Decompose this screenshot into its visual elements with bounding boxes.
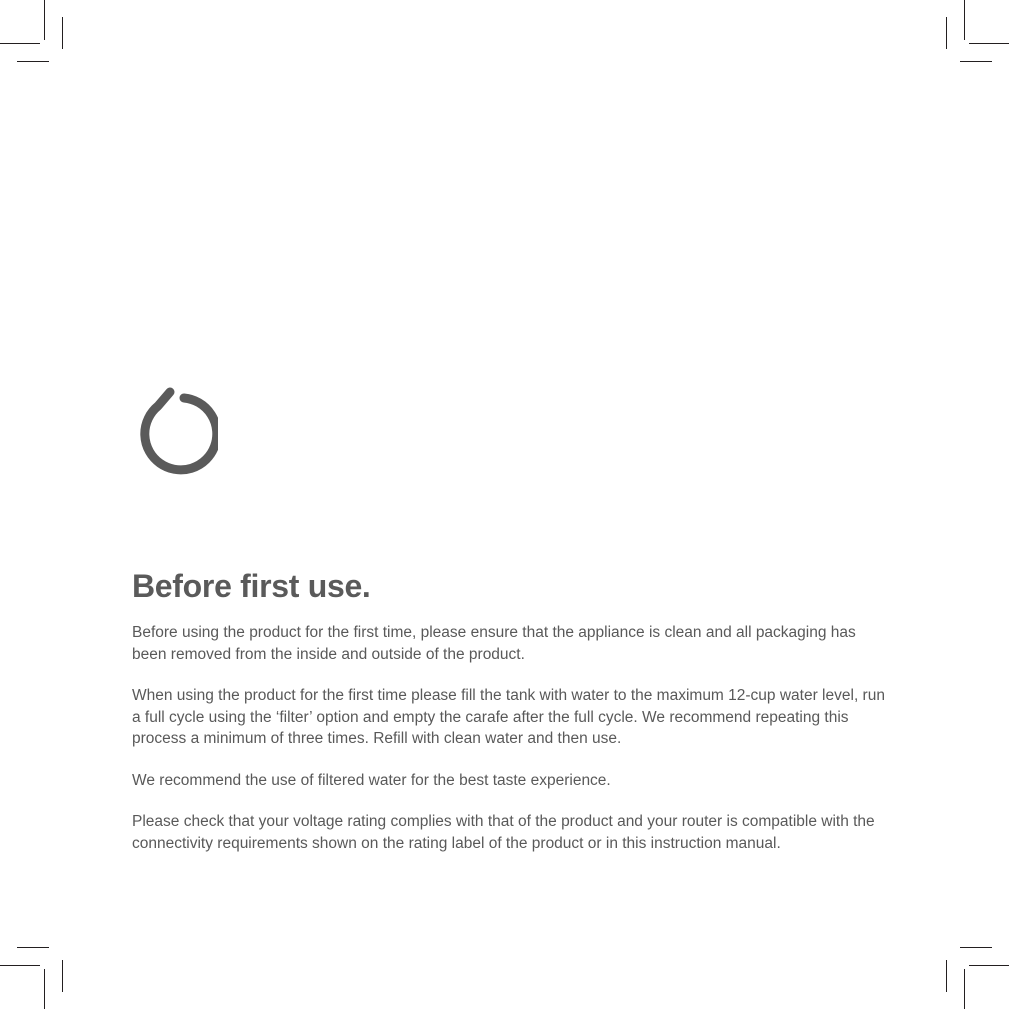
paragraph-packaging: Before using the product for the first time, please ensure that the appliance is clean and all packaging has been removed from the inside and outside of the product. [132,624,856,663]
paragraph-filtered-water: We recommend the use of filtered water for the best taste experience. [132,771,611,789]
water-drop-icon [130,386,218,486]
page-title: Before first use. [132,568,371,604]
paragraph-voltage: Please check that your voltage rating complies with that of the product and your router is compatible with the connectivity requirements shown on the rating label of the product or in this instruction manual. [132,813,875,852]
paragraph-first-cycle: When using the product for the first time please fill the tank with water to the maximum 12-cup water level, run a full cycle using the ‘filter’ option and empty the carafe after the full cycle. We recommend repeating this process a minimum of three times. Refill with clean water and then use. [132,687,885,747]
main-content [132,566,892,874]
